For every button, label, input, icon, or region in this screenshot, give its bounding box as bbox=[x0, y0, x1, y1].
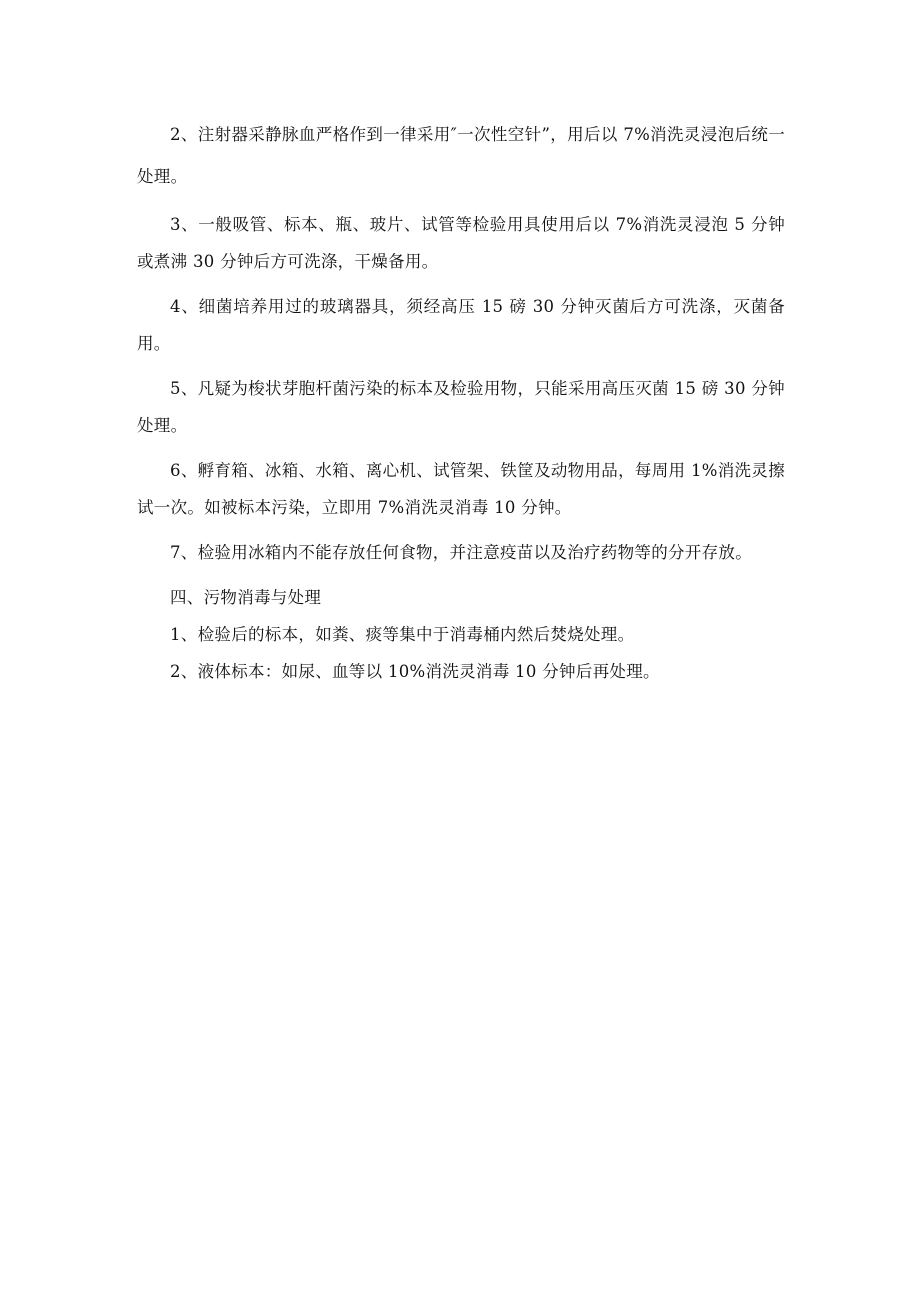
paragraph-clostridium-specimens: 5、凡疑为梭状芽胞杆菌污染的标本及检验用物，只能采用高压灭菌 15 磅 30 分钟处理。 bbox=[137, 379, 785, 435]
paragraph-culture-glassware: 4、细菌培养用过的玻璃器具，须经高压 15 磅 30 分钟灭菌后方可洗涤，灭菌备用。 bbox=[137, 297, 785, 353]
paragraph-equipment-cleaning: 6、孵育箱、冰箱、水箱、离心机、试管架、铁筐及动物用品，每周用 1%消洗灵擦试一次。如被标本污染，立即用 7%消洗灵消毒 10 分钟。 bbox=[137, 461, 785, 517]
paragraph-syringe-disposal: 2、注射器采静脉血严格作到一律采用″一次性空针”，用后以 7%消洗灵浸泡后统一处理。 bbox=[137, 125, 785, 186]
paragraph-lab-utensils: 3、一般吸管、标本、瓶、玻片、试管等检验用具使用后以 7%消洗灵浸泡 5 分钟或煮沸 30 分钟后方可洗涤，干燥备用。 bbox=[137, 215, 785, 271]
paragraph-refrigerator-rules: 7、检验用冰箱内不能存放任何食物，并注意疫苗以及治疗药物等的分开存放。 bbox=[170, 543, 752, 562]
section-heading-waste-disinfection: 四、污物消毒与处理 bbox=[170, 588, 322, 607]
paragraph-solid-specimens: 1、检验后的标本，如粪、痰等集中于消毒桶内然后焚烧处理。 bbox=[170, 625, 635, 644]
paragraph-liquid-specimens: 2、液体标本：如尿、血等以 10%消洗灵消毒 10 分钟后再处理。 bbox=[170, 662, 660, 681]
document-body bbox=[137, 114, 785, 690]
